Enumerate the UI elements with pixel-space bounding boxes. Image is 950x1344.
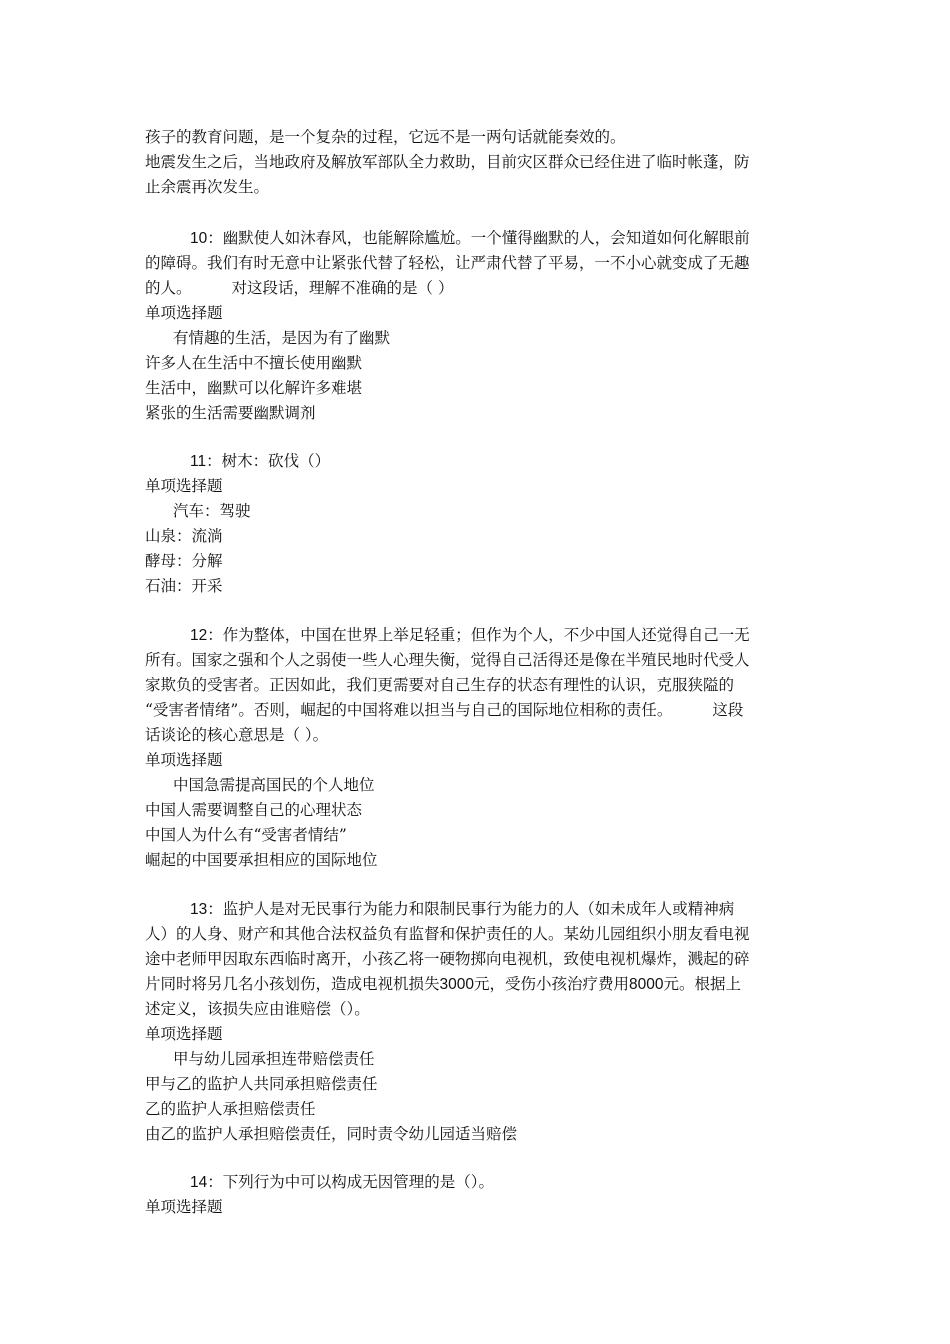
option-c: 生活中，幽默可以化解许多难堪 — [145, 379, 363, 397]
question-type: 单项选择题 — [145, 1198, 223, 1216]
intro-line: 地震发生之后，当地政府及解放军部队全力救助，目前灾区群众已经住进了临时帐蓬，防 — [145, 153, 750, 171]
question-number: 12： — [190, 627, 223, 644]
option-c: 中国人为什么有“受害者情结” — [145, 826, 347, 844]
question-type: 单项选择题 — [145, 751, 223, 769]
question-stem-line: 的人。 对这段话，理解不准确的是（ ） — [145, 279, 454, 297]
question-stem-line: 人）的人身、财产和其他合法权益负有监督和保护责任的人。某幼儿园组织小朋友看电视 — [145, 925, 750, 943]
question-stem-line: 家欺负的受害者。正因如此，我们更需要对自己生存的状态有理性的认识，克服狭隘的 — [145, 676, 735, 694]
option-a: 中国急需提高国民的个人地位 — [173, 776, 375, 794]
question-stem-line: 话谈论的核心意思是（ ）。 — [145, 726, 329, 744]
question-stem-line: 14：下列行为中可以构成无因管理的是（）。 — [190, 1173, 495, 1191]
option-d: 崛起的中国要承担相应的国际地位 — [145, 851, 378, 869]
option-c: 酵母：分解 — [145, 552, 223, 570]
question-10 — [145, 226, 810, 426]
option-d: 紧张的生活需要幽默调剂 — [145, 404, 316, 422]
question-type: 单项选择题 — [145, 304, 223, 322]
question-stem-line: 片同时将另几名小孩划伤，造成电视机损失3000元，受伤小孩治疗费用8000元。根据上 — [145, 975, 742, 993]
intro-line: 孩子的教育问题，是一个复杂的过程，它远不是一两句话就能奏效的。 — [145, 128, 626, 146]
question-stem-line: 10：幽默使人如沐春风，也能解除尴尬。一个懂得幽默的人，会知道如何化解眼前 — [190, 229, 750, 247]
option-b: 甲与乙的监护人共同承担赔偿责任 — [145, 1075, 378, 1093]
question-stem-line: 所有。国家之强和个人之弱使一些人心理失衡，觉得自己活得还是像在半殖民地时代受人 — [145, 651, 750, 669]
question-stem-line: 述定义，该损失应由谁赔偿（）。 — [145, 1000, 370, 1018]
option-a: 甲与幼儿园承担连带赔偿责任 — [173, 1050, 375, 1068]
question-stem-line: 的障碍。我们有时无意中让紧张代替了轻松，让严肃代替了平易，一不小心就变成了无趣 — [145, 254, 750, 272]
question-stem-line: 途中老师甲因取东西临时离开，小孩乙将一硬物掷向电视机，致使电视机爆炸，溅起的碎 — [145, 950, 750, 968]
question-number: 13： — [190, 901, 223, 918]
question-12 — [145, 623, 810, 873]
question-stem-line: “受害者情绪”。否则，崛起的中国将难以担当与自己的国际地位相称的责任。 这段 — [145, 701, 744, 719]
option-b: 山泉：流淌 — [145, 527, 223, 545]
option-d: 由乙的监护人承担赔偿责任，同时责令幼儿园适当赔偿 — [145, 1125, 518, 1143]
option-b: 中国人需要调整自己的心理状态 — [145, 801, 363, 819]
question-stem-line: 11：树木：砍伐（） — [190, 452, 331, 470]
question-11 — [145, 449, 810, 599]
question-13 — [145, 897, 810, 1147]
option-d: 石油：开采 — [145, 577, 223, 595]
question-14 — [145, 1170, 810, 1220]
option-a: 有情趣的生活，是因为有了幽默 — [173, 329, 391, 347]
question-number: 11： — [190, 453, 222, 470]
intro-line: 止余震再次发生。 — [145, 178, 270, 196]
question-number: 10： — [190, 230, 223, 247]
question-stem-line: 13：监护人是对无民事行为能力和限制民事行为能力的人（如未成年人或精神病 — [190, 900, 735, 918]
question-type: 单项选择题 — [145, 1025, 223, 1043]
question-stem-line: 12：作为整体，中国在世界上举足轻重；但作为个人，不少中国人还觉得自己一无 — [190, 626, 750, 644]
option-c: 乙的监护人承担赔偿责任 — [145, 1100, 316, 1118]
question-number: 14： — [190, 1174, 223, 1191]
question-type: 单项选择题 — [145, 477, 223, 495]
option-a: 汽车：驾驶 — [173, 502, 251, 520]
intro-paragraph — [145, 125, 810, 200]
option-b: 许多人在生活中不擅长使用幽默 — [145, 354, 363, 372]
